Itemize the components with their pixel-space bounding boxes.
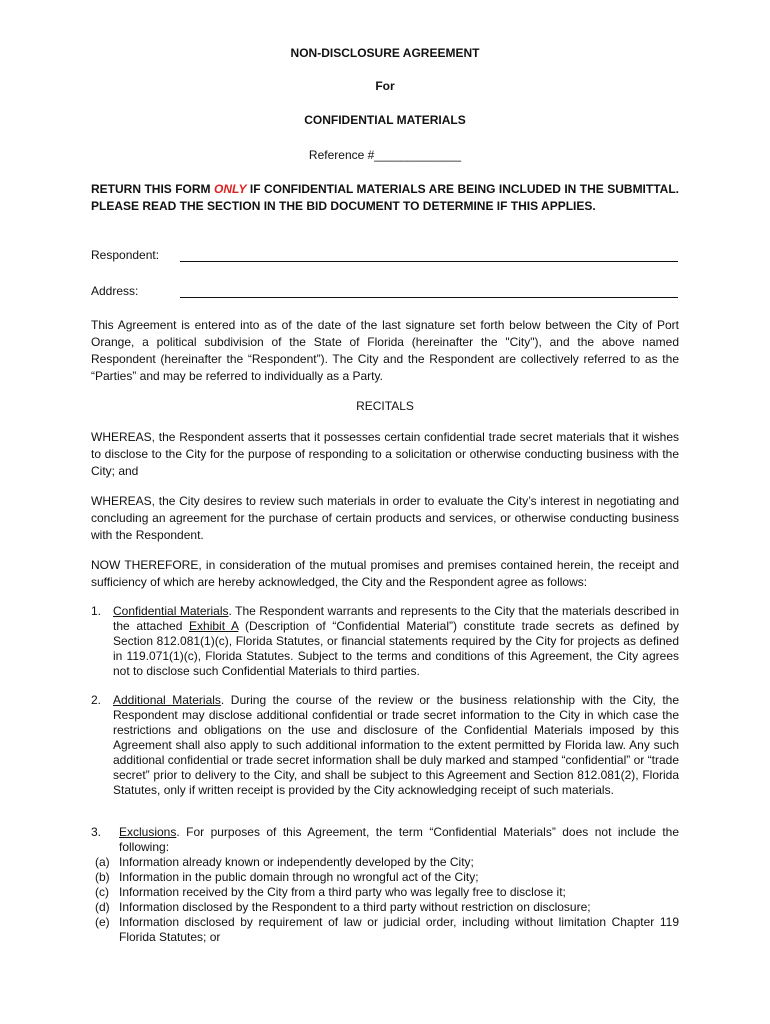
recitals-heading: RECITALS: [356, 399, 414, 413]
section-3-number: 3.: [91, 825, 102, 839]
respondent-label: Respondent:: [91, 248, 160, 262]
section-1-title: Confidential Materials: [113, 604, 229, 618]
section-2-number: 2.: [91, 693, 102, 707]
exclusion-a-letter: (a): [95, 855, 110, 869]
section-3-text: Exclusions. For purposes of this Agreement, the term “Confidential Materials” does not include the following:: [119, 825, 679, 854]
exhibit-a-reference: Exhibit A: [189, 619, 239, 633]
now-therefore-paragraph: NOW THEREFORE, in consideration of the mutual promises and premises contained herein, the receipt and sufficiency of which are hereby acknowledged, the City and the Respondent agree as follows:: [91, 558, 679, 589]
exclusion-c-letter: (c): [95, 885, 109, 899]
exclusion-a-text: Information already known or independently developed by the City;: [119, 855, 474, 869]
notice-pre: RETURN THIS FORM: [91, 182, 214, 196]
return-notice: [91, 181, 679, 215]
address-label: Address:: [91, 284, 139, 298]
exclusion-d-text: Information disclosed by the Respondent to a third party without restriction on disclosure;: [119, 900, 591, 914]
notice-only: ONLY: [214, 182, 247, 196]
exclusion-c-text: Information received by the City from a third party who was legally free to disclose it;: [119, 885, 566, 899]
intro-paragraph: This Agreement is entered into as of the date of the last signature set forth below between the City of Port Orange, a political subdivision of the State of Florida (hereinafter the "City"), and the above named Respondent (hereinafter the “Respondent”). The City and the Respondent are collectively referred to as the “Parties” and may be referred to individually as a Party.: [91, 318, 679, 383]
document-title: NON-DISCLOSURE AGREEMENT: [290, 46, 480, 60]
exclusion-e-text: Information disclosed by requirement of law or judicial order, including without limitation Chapter 119 Florida Statutes; or: [119, 915, 679, 944]
whereas-paragraph-1: WHEREAS, the Respondent asserts that it possesses certain confidential trade secret materials that it wishes to disclose to the City for the purpose of responding to a solicitation or otherwise conducting business with the City; and: [91, 430, 679, 478]
section-3-title: Exclusions: [119, 825, 177, 839]
exclusion-d-letter: (d): [95, 900, 110, 914]
document-subtitle: CONFIDENTIAL MATERIALS: [304, 113, 466, 127]
section-2-title: Additional Materials: [113, 693, 221, 707]
section-2-text: Additional Materials. During the course of the review or the business relationship with the City, the Respondent may disclose additional confidential or trade secret information to the City in which case the restrictions and obligations on the use and disclosure of the Confidential Materials imposed by this Agreement shall also apply to such additional information to the extent permitted by Florida law. Any such additional confidential or trade secret information shall be duly marked and stamped “confidential” or “trade secret” prior to delivery to the City, and shall be subject to this Agreement and Section 812.081(2), Florida Statutes, only if written receipt is provided by the City acknowledging receipt of such materials.: [113, 693, 679, 797]
notice-post: IF CONFIDENTIAL MATERIALS ARE BEING INCLUDED IN THE SUBMITTAL. PLEASE READ THE SECTION IN THE BID DOCUMENT TO DETERMINE IF THIS APPLIES.: [91, 182, 679, 213]
exclusion-b-text: Information in the public domain through no wrongful act of the City;: [119, 870, 479, 884]
section-1-number: 1.: [91, 604, 102, 618]
address-field[interactable]: [180, 283, 678, 298]
whereas-paragraph-2: WHEREAS, the City desires to review such materials in order to evaluate the City’s interest in negotiating and concluding an agreement for the purchase of certain products and services, or otherwise conducting business with the Respondent.: [91, 494, 679, 542]
reference-number: Reference #_____________: [308, 148, 462, 162]
section-1-text: Confidential Materials. The Respondent warrants and represents to the City that the materials described in the attached Exhibit A (Description of “Confidential Material”) constitute trade secrets as defined by Section 812.081(1)(c), Florida Statutes, or financial statements required by the City for projects as defined in 119.071(1)(c), Florida Statutes. Subject to the terms and conditions of this Agreement, the City agrees not to disclose such Confidential Materials to third parties.: [113, 604, 680, 678]
respondent-field[interactable]: [180, 247, 678, 262]
document-for: For: [375, 79, 395, 93]
exclusion-e-letter: (e): [95, 915, 110, 929]
exclusion-b-letter: (b): [95, 870, 110, 884]
